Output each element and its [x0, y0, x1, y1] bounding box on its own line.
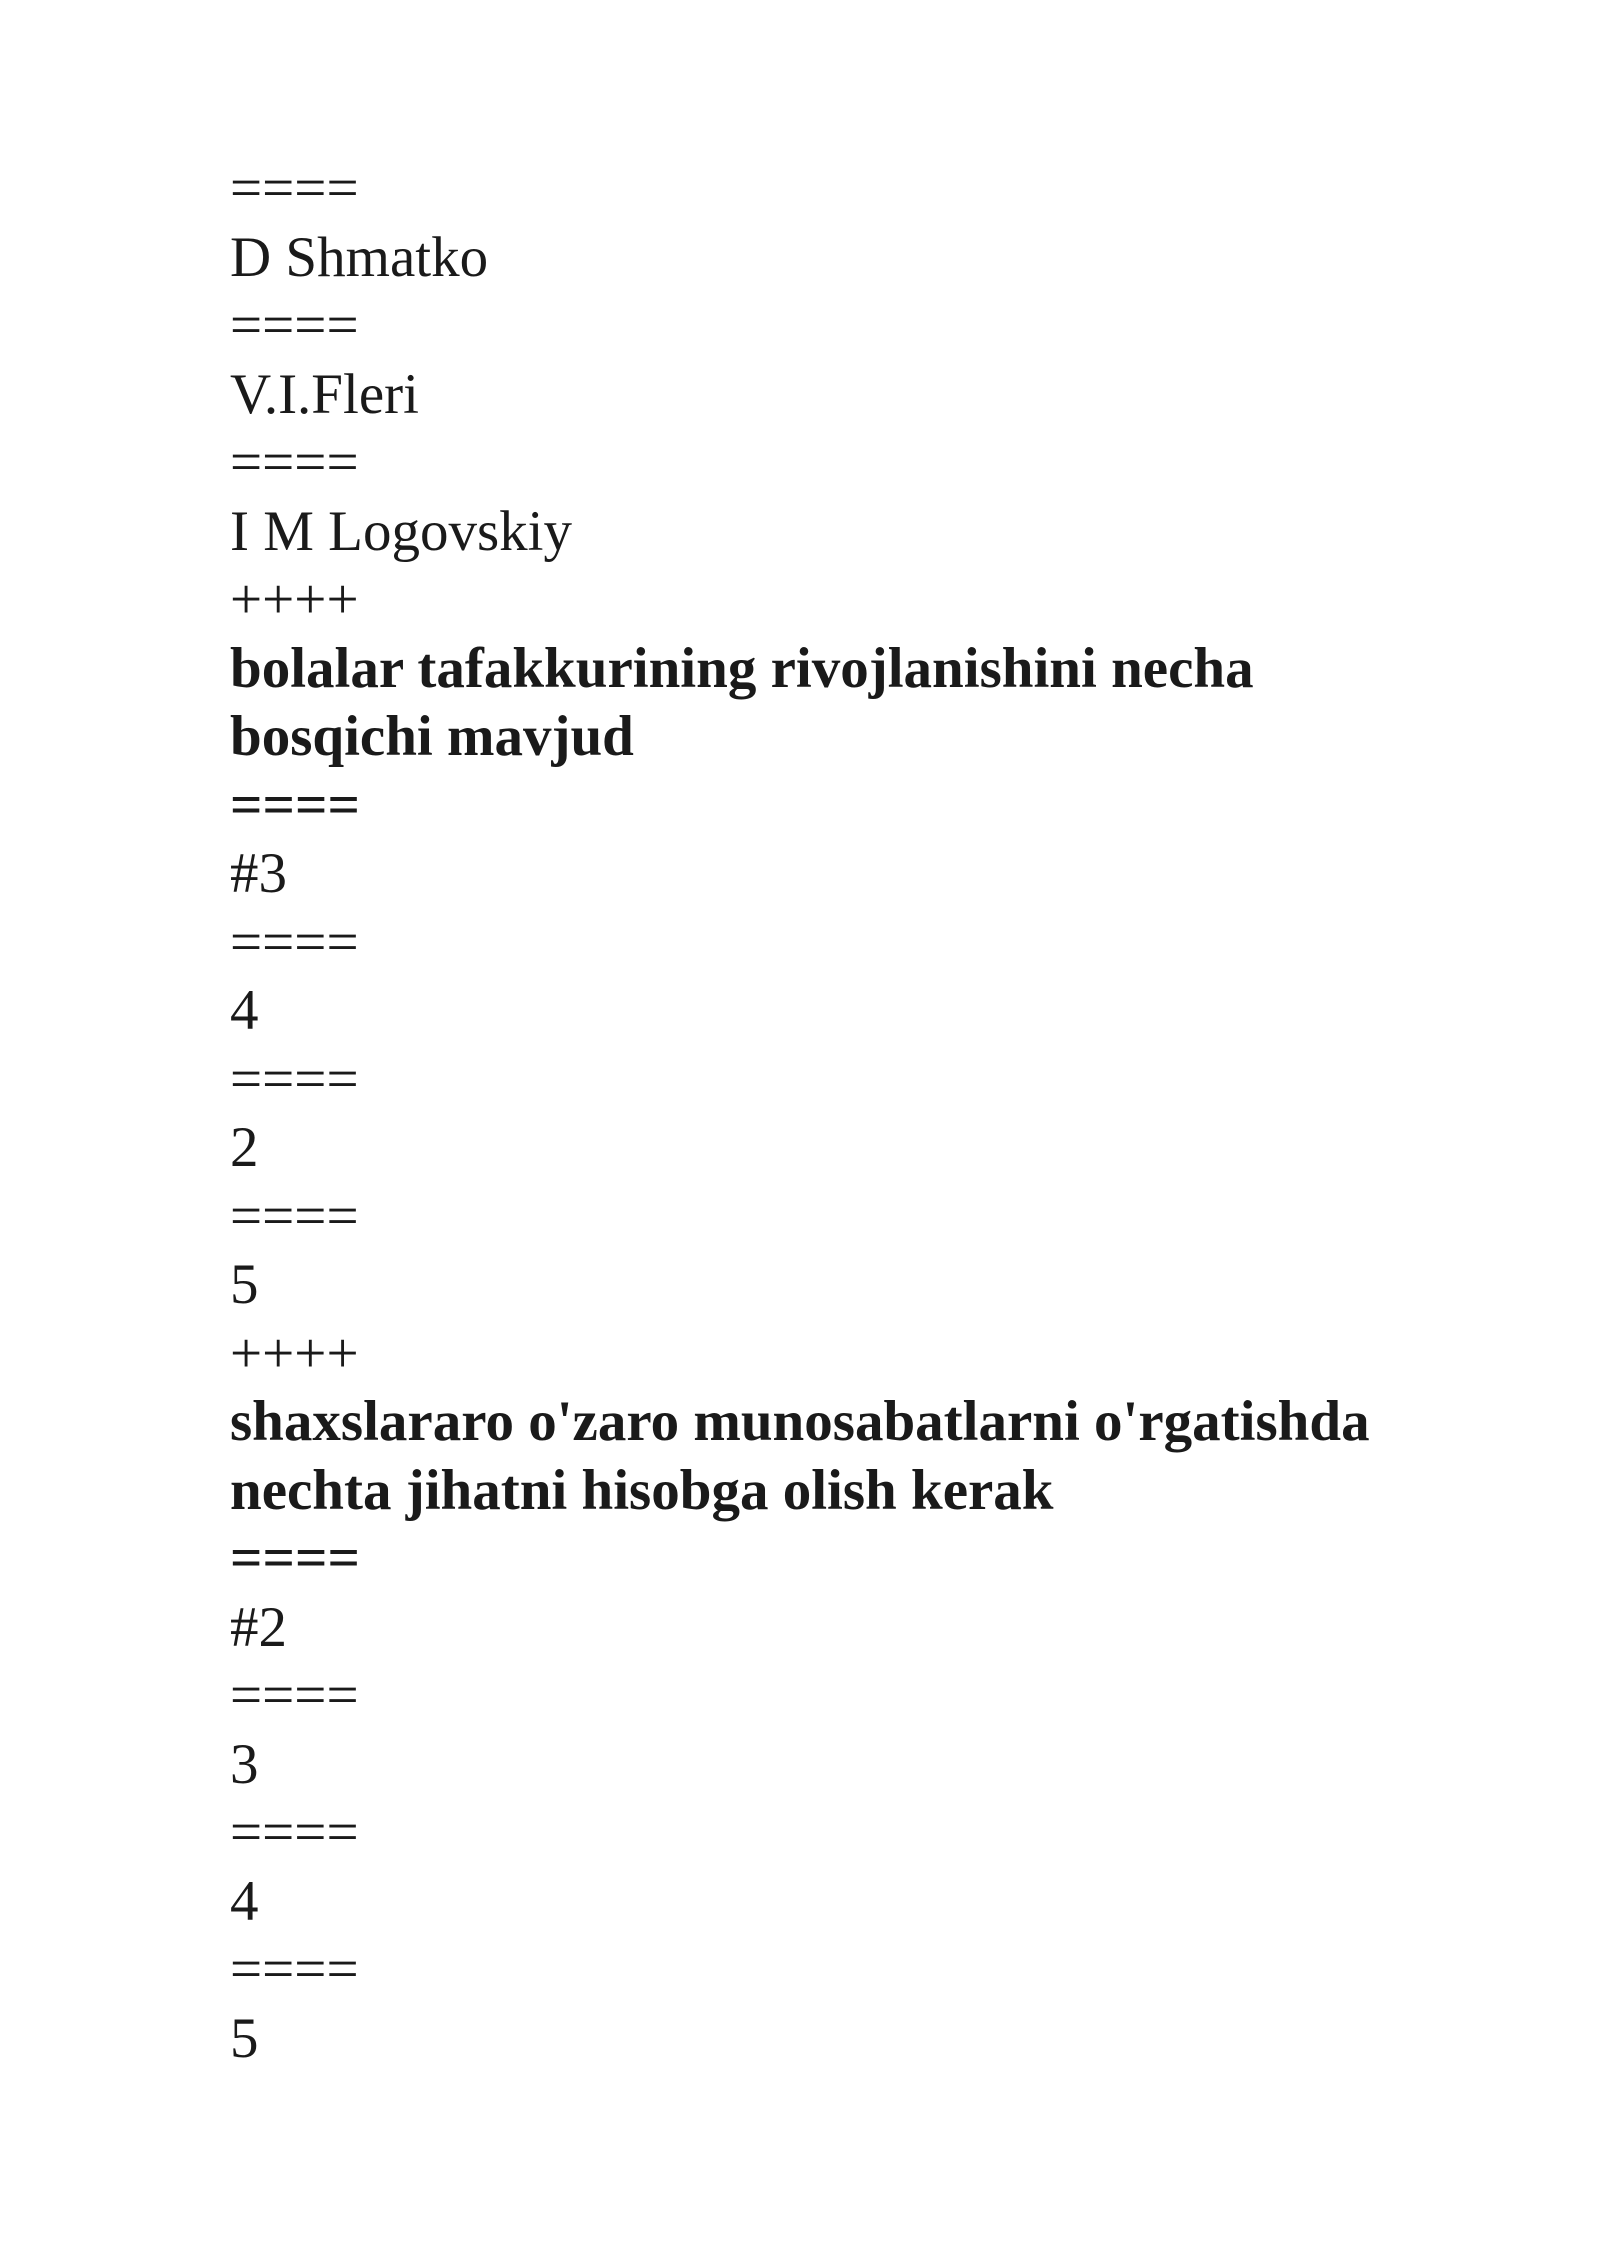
separator: ==== — [230, 1938, 359, 2001]
separator: ==== — [230, 910, 359, 974]
answer-option: 2 — [230, 1116, 259, 1179]
answer-option: 4 — [230, 1869, 259, 1933]
answer-option: I M Logovskiy — [230, 499, 572, 563]
question-text: nechta jihatni hisobga olish kerak — [230, 1458, 1054, 1522]
answer-option: V.I.Fleri — [230, 362, 419, 426]
separator: ==== — [230, 1184, 359, 1248]
separator: ==== — [230, 294, 359, 357]
question-separator: ++++ — [230, 1321, 359, 1385]
answer-option: 4 — [230, 979, 259, 1042]
answer-option: 3 — [230, 1732, 259, 1796]
question-separator: ++++ — [230, 568, 359, 631]
separator: ==== — [230, 773, 360, 837]
answer-option: 5 — [230, 1253, 259, 1316]
question-text: bosqichi mavjud — [230, 705, 634, 768]
separator: ==== — [230, 1527, 360, 1590]
separator: ==== — [230, 1664, 359, 1727]
answer-option: 5 — [230, 2006, 259, 2070]
correct-answer: #3 — [230, 842, 287, 905]
separator: ==== — [230, 431, 359, 494]
separator: ==== — [230, 1801, 359, 1864]
question-text: shaxslararo o'zaro munosabatlarni o'rgatishda — [230, 1390, 1370, 1453]
question-text: bolalar tafakkurining rivojlanishini necha — [230, 636, 1254, 700]
correct-answer: #2 — [230, 1595, 287, 1659]
answer-option: D Shmatko — [230, 225, 489, 289]
document-page — [230, 155, 1430, 2073]
separator: ==== — [230, 1047, 359, 1111]
separator: ==== — [230, 157, 359, 220]
